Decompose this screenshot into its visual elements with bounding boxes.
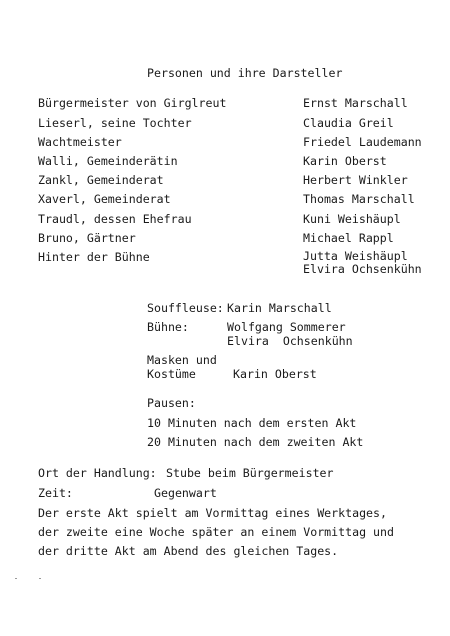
cast-actor: Friedel Laudemann xyxy=(303,135,422,149)
cast-role: Lieserl, seine Tochter xyxy=(38,116,192,130)
setting-description-line: Der erste Akt spielt am Vormittag eines Werktages, xyxy=(38,506,388,520)
time-label: Zeit: xyxy=(38,486,73,500)
cast-role: Walli, Gemeinderätin xyxy=(38,154,178,168)
place-label: Ort der Handlung: xyxy=(38,466,157,480)
pause-item: 10 Minuten nach dem ersten Akt xyxy=(147,416,357,430)
crew-label: Bühne: xyxy=(147,320,189,334)
paper-speck xyxy=(39,578,41,579)
time-value: Gegenwart xyxy=(154,486,217,500)
cast-role: Traudl, dessen Ehefrau xyxy=(38,212,192,226)
cast-role: Xaverl, Gemeinderat xyxy=(38,192,171,206)
place-value: Stube beim Bürgermeister xyxy=(166,466,334,480)
cast-role: Zankl, Gemeinderat xyxy=(38,173,164,187)
crew-value: Karin Oberst xyxy=(233,367,317,381)
cast-actor: Karin Oberst xyxy=(303,154,387,168)
pause-item: 20 Minuten nach dem zweiten Akt xyxy=(147,435,364,449)
cast-role: Bruno, Gärtner xyxy=(38,231,136,245)
crew-label: Souffleuse: xyxy=(147,301,224,315)
crew-value: Wolfgang Sommerer Elvira Ochsenkühn xyxy=(227,320,353,348)
cast-actor: Thomas Marschall xyxy=(303,192,415,206)
cast-role: Bürgermeister von Girglreut xyxy=(38,96,227,110)
cast-role: Hinter der Bühne xyxy=(38,250,150,264)
cast-actor: Michael Rappl xyxy=(303,231,394,245)
setting-description-line: der zweite eine Woche später an einem Vormittag und xyxy=(38,525,394,539)
page-title: Personen und ihre Darsteller xyxy=(147,66,343,80)
cast-actor: Claudia Greil xyxy=(303,116,394,130)
crew-value: Karin Marschall xyxy=(227,301,332,315)
setting-description-line: der dritte Akt am Abend des gleichen Tages. xyxy=(38,544,339,558)
cast-role: Wachtmeister xyxy=(38,135,122,149)
cast-actor: Ernst Marschall xyxy=(303,96,408,110)
cast-actor: Kuni Weishäupl xyxy=(303,212,401,226)
pauses-label: Pausen: xyxy=(147,396,196,410)
crew-label: Masken und Kostüme xyxy=(147,353,217,381)
paper-speck xyxy=(15,578,17,579)
cast-actor: Jutta Weishäupl Elvira Ochsenkühn xyxy=(303,249,422,276)
cast-actor: Herbert Winkler xyxy=(303,173,408,187)
